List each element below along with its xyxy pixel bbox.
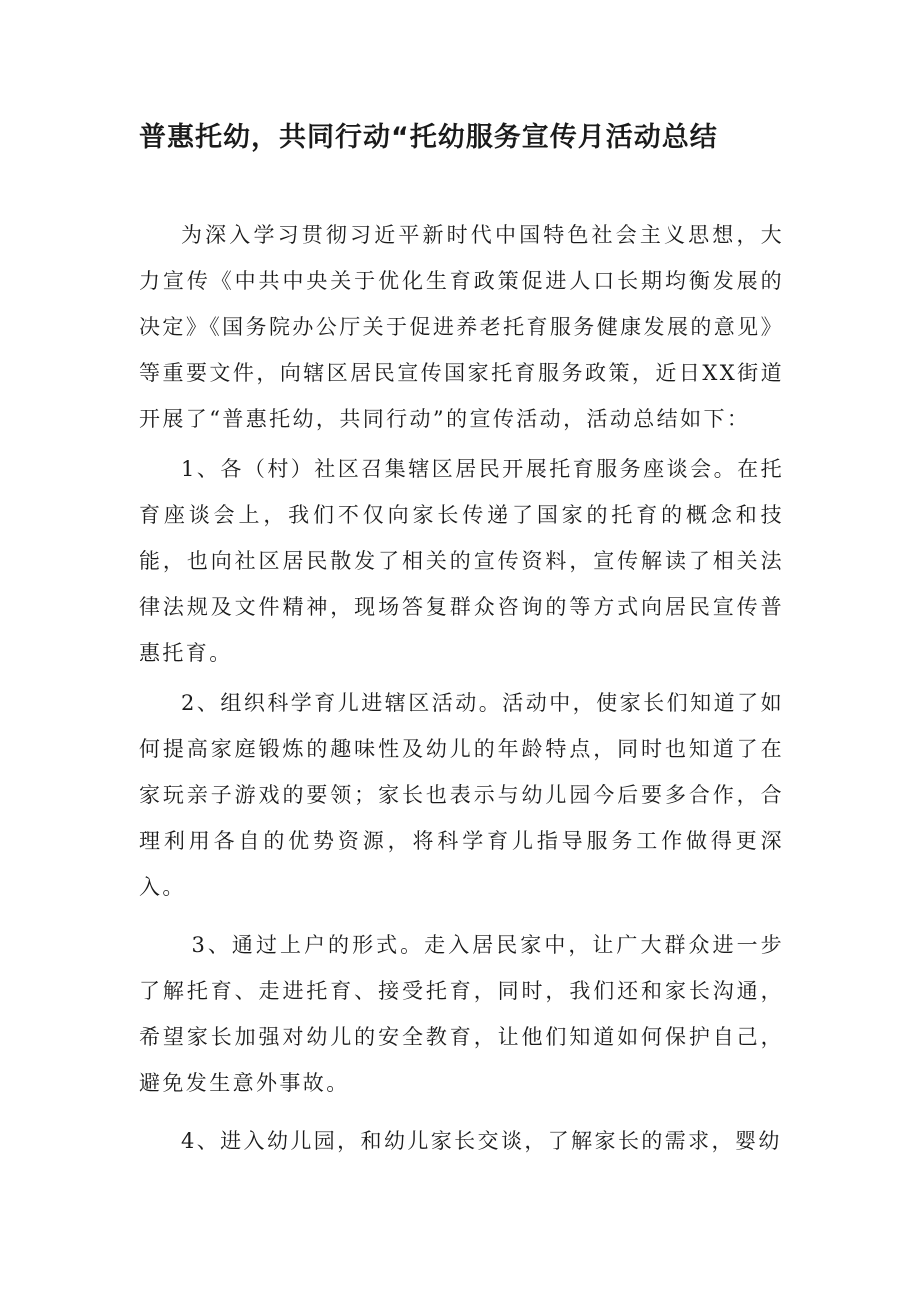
document-title: 普惠托幼，共同行动“托幼服务宣传月活动总结 <box>139 122 718 153</box>
paragraph-item-3: 3、通过上户的形式。走入居民家中，让广大群众进一步了解托育、走进托育、接受托育，同时，我们还和家长沟通，希望家长加强对幼儿的安全教育，让他们知道如何保护自己，避免发生意外事故。 <box>139 933 784 1095</box>
paragraph-item-4: 4、进入幼儿园，和幼儿家长交谈，了解家长的需求，婴幼 <box>181 1129 782 1153</box>
paragraph-item-1: 1、各（村）社区召集辖区居民开展托育服务座谈会。在托育座谈会上，我们不仅向家长传递了国家的托育的概念和技能，也向社区居民散发了相关的宣传资料，宣传解读了相关法律法规及文件精神，现场答复群众咨询的等方式向居民宣传普惠托育。 <box>139 457 784 665</box>
paragraph-intro: 为深入学习贯彻习近平新时代中国特色社会主义思想，大力宣传《中共中央关于优化生育政策促进人口长期均衡发展的决定》《国务院办公厅关于促进养老托育服务健康发展的意见》等重要文件，向辖区居民宣传国家托育服务政策，近日XX街道开展了“普惠托幼，共同行动”的宣传活动，活动总结如下： <box>139 223 784 431</box>
document-body <box>139 212 784 1164</box>
paragraph-item-2: 2、组织科学育儿进辖区活动。活动中，使家长们知道了如何提高家庭锻炼的趣味性及幼儿的年龄特点，同时也知道了在家玩亲子游戏的要领；家长也表示与幼儿园今后要多合作，合理利用各自的优势资源，将科学育儿指导服务工作做得更深入。 <box>139 691 784 899</box>
